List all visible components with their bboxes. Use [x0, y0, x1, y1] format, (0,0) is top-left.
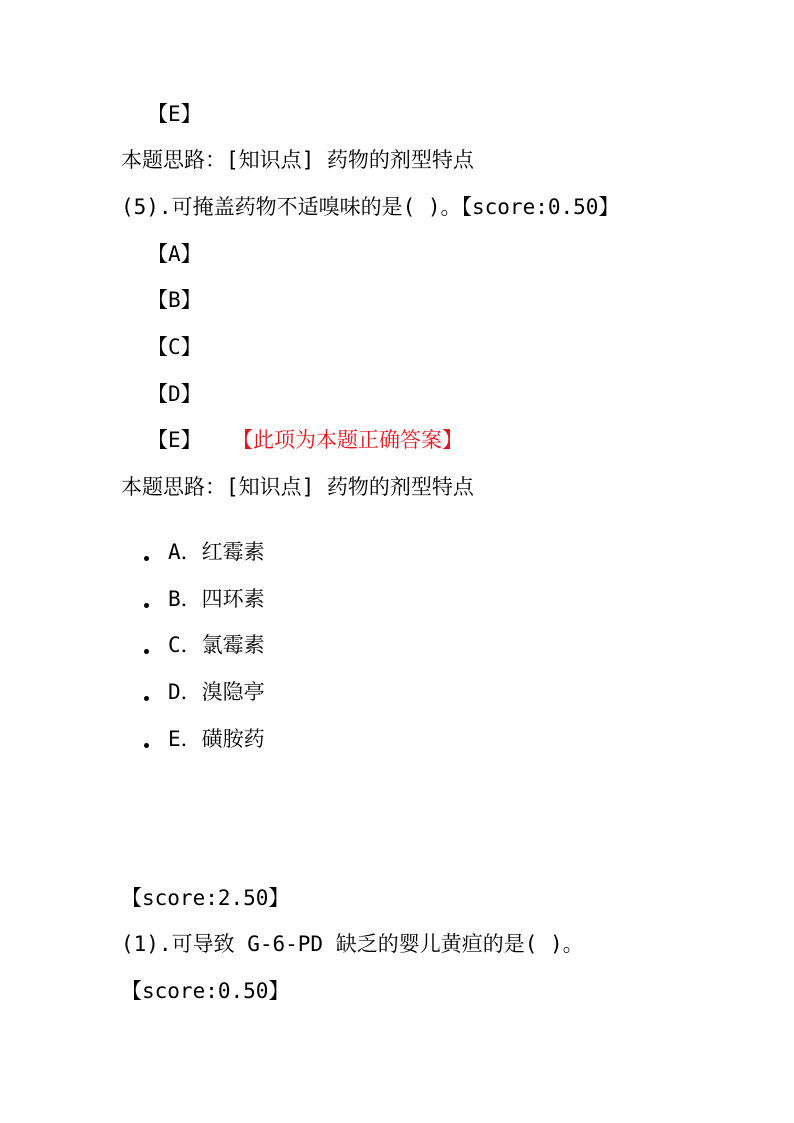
- bullet-icon: [144, 603, 149, 608]
- correct-answer-marker: 【此项为本题正确答案】: [232, 428, 463, 452]
- choice-text: E．磺胺药: [168, 727, 265, 751]
- option-d: 【D】: [147, 382, 202, 406]
- option-e: 【E】: [147, 102, 202, 126]
- option-c: 【C】: [147, 335, 202, 359]
- bullet-icon: [144, 743, 149, 748]
- question-stem: (5).可掩盖药物不适嗅味的是( )。【score:0.50】: [121, 195, 620, 219]
- question-score: 【score:0.50】: [121, 979, 290, 1003]
- option-a: 【A】: [147, 242, 202, 266]
- solution-hint: 本题思路：[知识点] 药物的剂型特点: [121, 475, 474, 499]
- bullet-icon: [144, 649, 149, 654]
- choice-text: A．红霉素: [168, 540, 265, 564]
- choice-text: D．溴隐亭: [168, 680, 265, 704]
- question-stem: (1).可导致 G-6-PD 缺乏的婴儿黄疸的是( )。: [121, 932, 584, 956]
- choice-text: C．氯霉素: [168, 633, 265, 657]
- section-score: 【score:2.50】: [121, 886, 290, 910]
- option-e: 【E】: [147, 428, 202, 452]
- solution-hint: 本题思路：[知识点] 药物的剂型特点: [121, 148, 474, 172]
- choice-text: B．四环素: [168, 587, 265, 611]
- bullet-icon: [144, 696, 149, 701]
- option-b: 【B】: [147, 288, 202, 312]
- bullet-icon: [144, 556, 149, 561]
